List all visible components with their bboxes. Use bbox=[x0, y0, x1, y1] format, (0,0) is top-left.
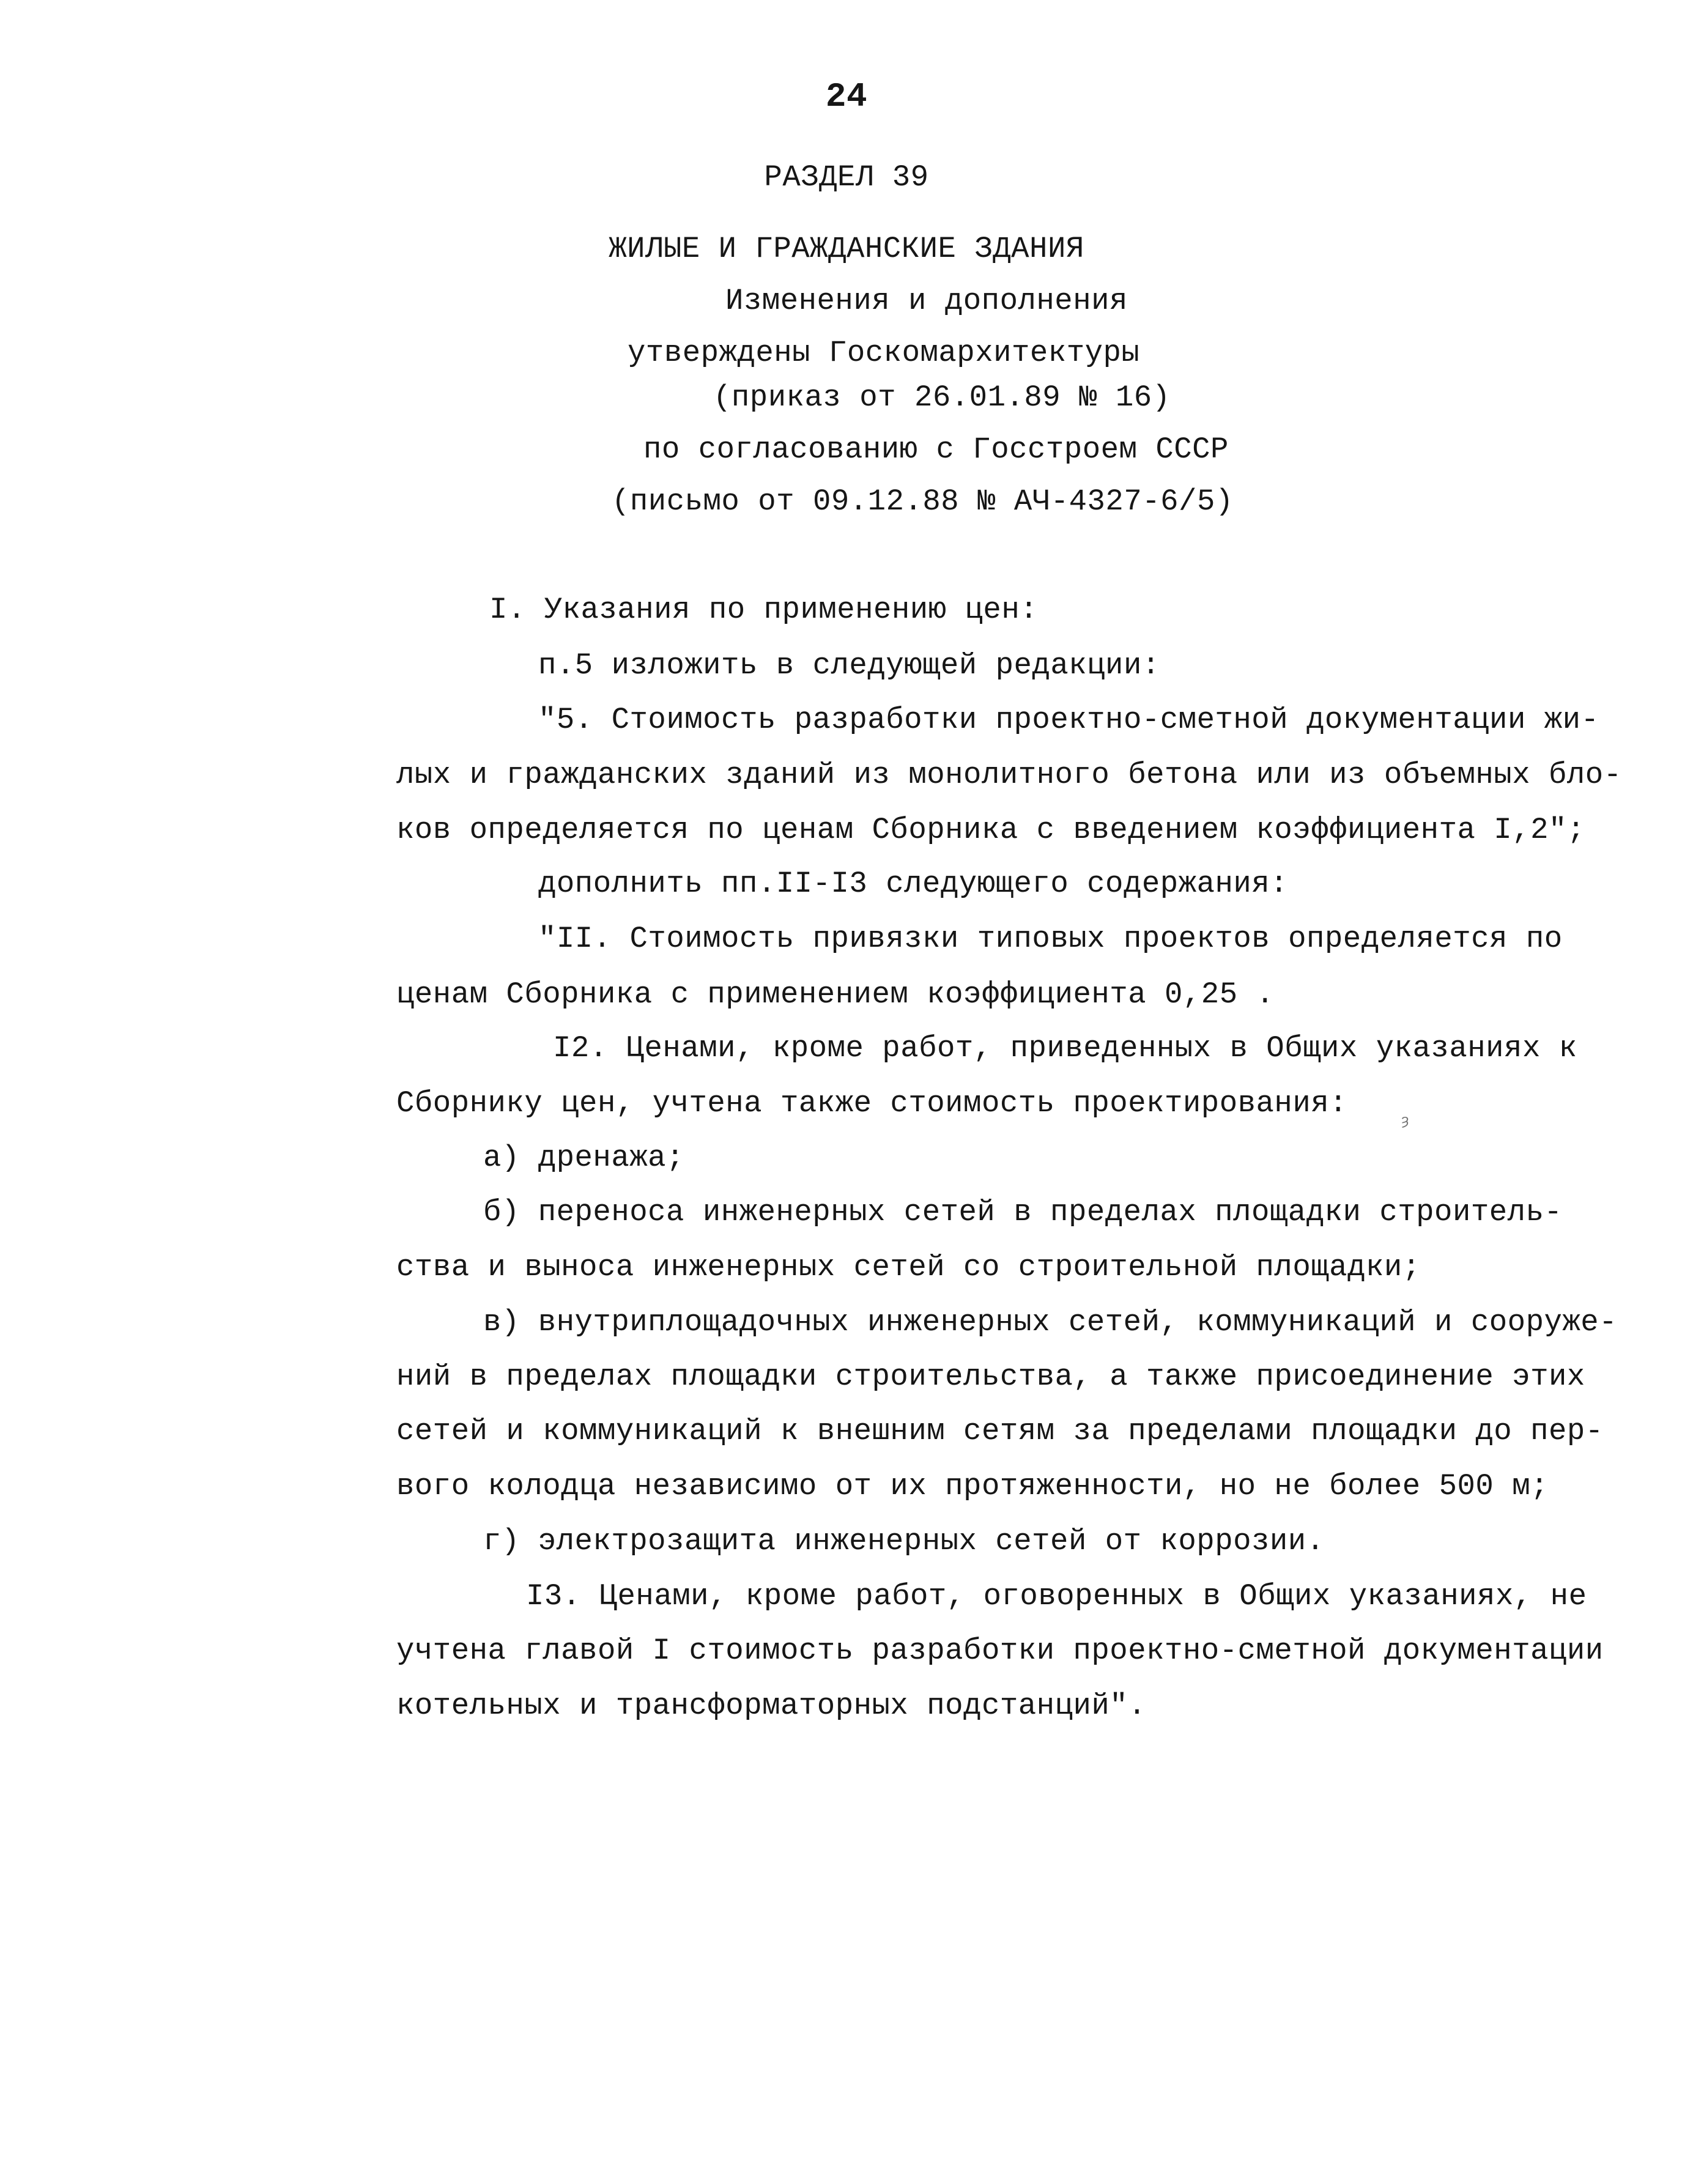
paragraph-line: I2. Ценами, кроме работ, приведенных в Общих указаниях к bbox=[553, 1031, 1577, 1065]
paragraph-line: I. Указания по применению цен: bbox=[489, 593, 1039, 627]
document-title: ЖИЛЫЕ И ГРАЖДАНСКИЕ ЗДАНИЯ bbox=[609, 232, 1084, 266]
paragraph-line: котельных и трансформаторных подстанций". bbox=[396, 1689, 1147, 1723]
page-number: 24 bbox=[825, 77, 868, 116]
approval-line: по согласованию с Госстроем СССР bbox=[643, 432, 1229, 467]
paragraph-line: "II. Стоимость привязки типовых проектов определяется по bbox=[538, 922, 1563, 956]
list-item: г) электрозащита инженерных сетей от коррозии. bbox=[483, 1524, 1325, 1558]
paragraph-line: I3. Ценами, кроме работ, оговоренных в Общих указаниях, не bbox=[526, 1579, 1587, 1613]
scan-speck: ȝ bbox=[1401, 1113, 1410, 1130]
paragraph-line: вого колодца независимо от их протяженности, но не более 500 м; bbox=[396, 1469, 1549, 1503]
paragraph-line: Сборнику цен, учтена также стоимость проектирования: bbox=[396, 1086, 1348, 1120]
list-item: б) переноса инженерных сетей в пределах площадки строитель- bbox=[483, 1195, 1563, 1229]
paragraph-line: п.5 изложить в следующей редакции: bbox=[538, 648, 1160, 683]
approval-line: (приказ от 26.01.89 № 16) bbox=[713, 380, 1171, 415]
paragraph-line: лых и гражданских зданий из монолитного бетона или из объемных бло- bbox=[396, 758, 1622, 792]
paragraph-line: сетей и коммуникаций к внешним сетям за пределами площадки до пер- bbox=[396, 1414, 1604, 1448]
paragraph-line: "5. Стоимость разработки проектно-сметной документации жи- bbox=[538, 703, 1599, 737]
approval-line: утверждены Госкомархитектуры bbox=[628, 336, 1140, 370]
paragraph-line: учтена главой I стоимость разработки проектно-сметной документации bbox=[396, 1634, 1604, 1668]
paragraph-line: ценам Сборника с применением коэффициента 0,25 . bbox=[396, 977, 1275, 1012]
paragraph-line: ний в пределах площадки строительства, а также присоединение этих bbox=[396, 1360, 1585, 1394]
paragraph-line: дополнить пп.II-I3 следующего содержания: bbox=[538, 867, 1289, 901]
document-subtitle: Изменения и дополнения bbox=[725, 284, 1128, 318]
list-item: а) дренажа; bbox=[483, 1141, 684, 1175]
section-heading: РАЗДЕЛ 39 bbox=[764, 160, 929, 194]
list-item: в) внутриплощадочных инженерных сетей, коммуникаций и сооруже- bbox=[483, 1305, 1618, 1339]
approval-line: (письмо от 09.12.88 № АЧ-4327-6/5) bbox=[612, 484, 1234, 519]
paragraph-line: ства и выноса инженерных сетей со строительной площадки; bbox=[396, 1250, 1421, 1284]
paragraph-line: ков определяется по ценам Сборника с введением коэффициента I,2"; bbox=[396, 813, 1585, 847]
